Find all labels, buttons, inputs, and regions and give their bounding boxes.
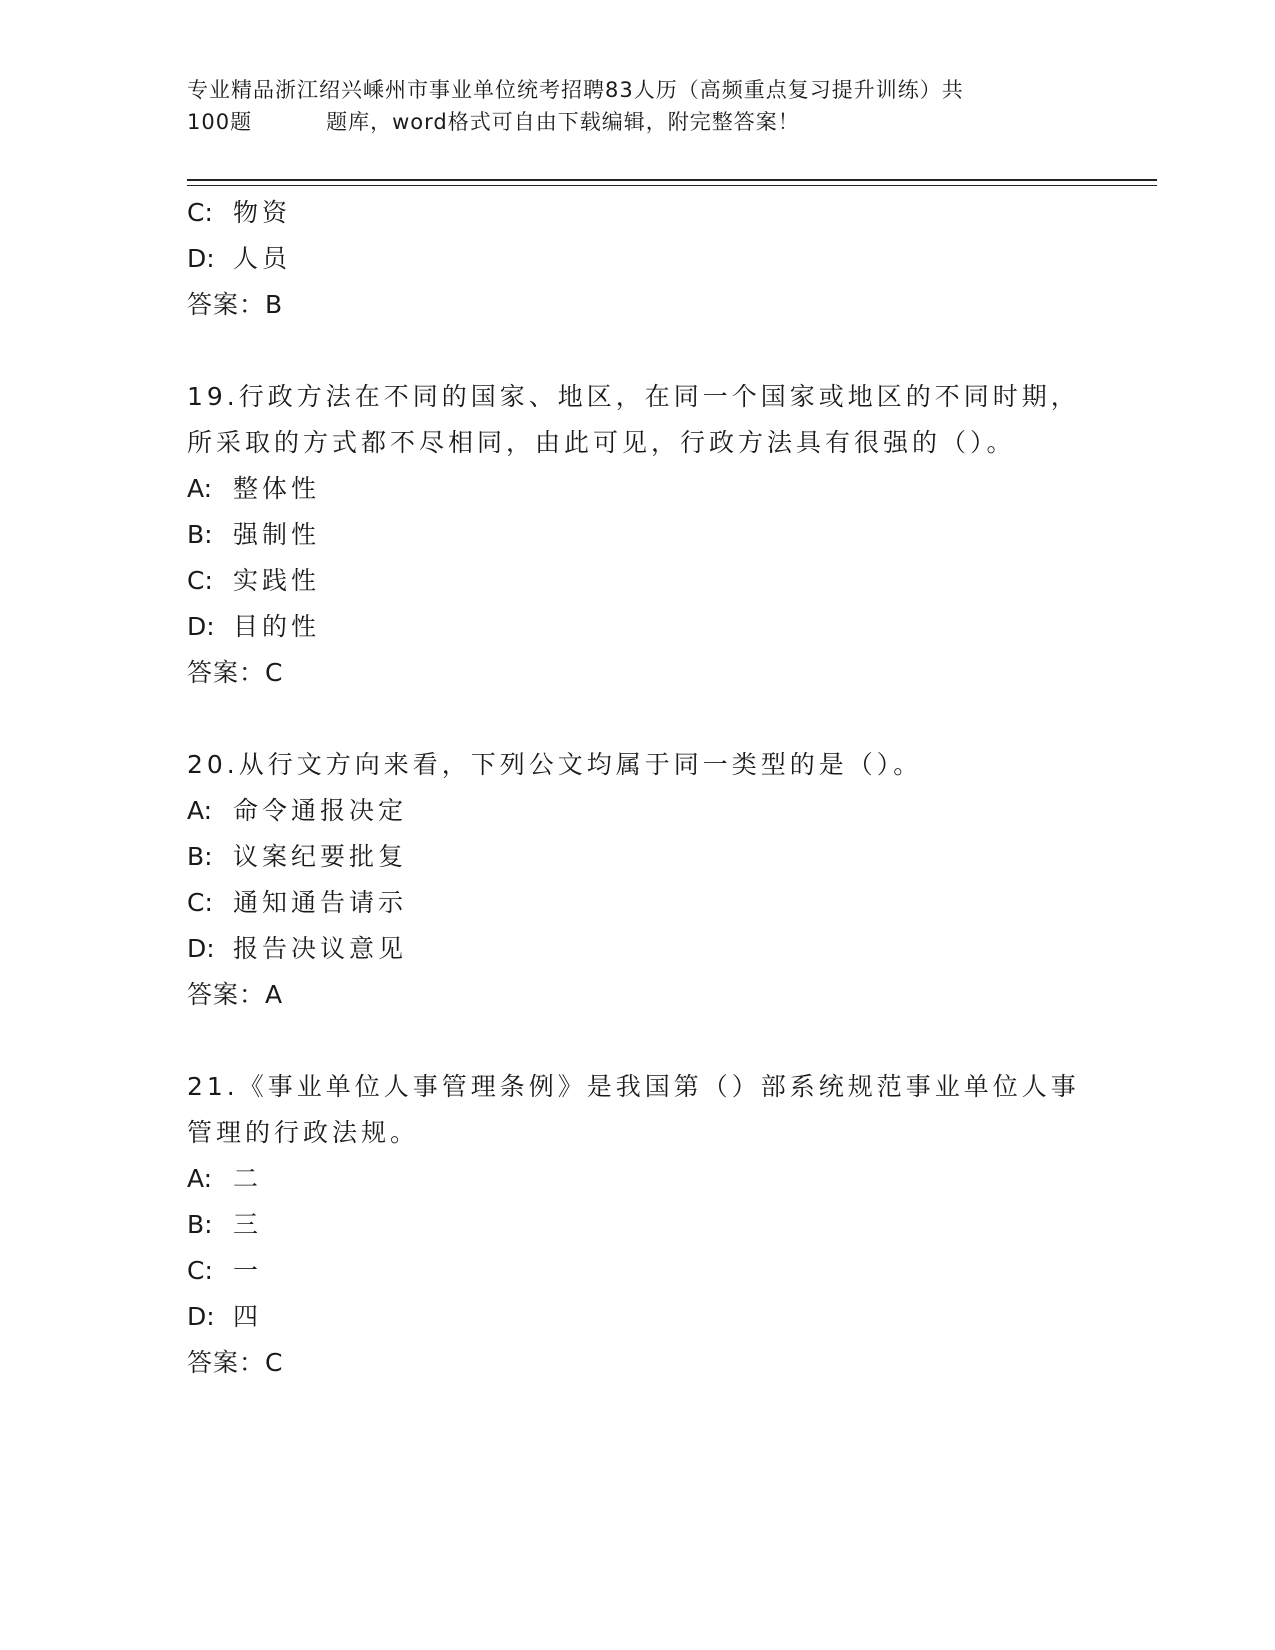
option-key: C: bbox=[187, 888, 213, 917]
option-line bbox=[187, 1248, 1087, 1294]
option-key: B: bbox=[187, 842, 213, 871]
option-line bbox=[187, 788, 1087, 834]
document-header bbox=[187, 74, 1087, 138]
header-question-count: 100题 bbox=[187, 110, 253, 134]
option-key: B: bbox=[187, 520, 213, 549]
option-key: A: bbox=[187, 796, 213, 825]
option-text: 四 bbox=[233, 1302, 263, 1331]
option-line bbox=[187, 558, 1087, 604]
question-partial bbox=[187, 190, 1087, 328]
option-text: 三 bbox=[233, 1210, 263, 1239]
option-text: 人员 bbox=[233, 244, 292, 273]
question-21 bbox=[187, 1064, 1087, 1386]
option-text: 报告决议意见 bbox=[233, 934, 408, 963]
header-divider-thin bbox=[187, 185, 1157, 186]
option-text: 实践性 bbox=[233, 566, 321, 595]
option-key: A: bbox=[187, 1164, 213, 1193]
answer-line: 答案：A bbox=[187, 980, 284, 1009]
question-stem-line: 管理的行政法规。 bbox=[187, 1118, 420, 1147]
option-key: C: bbox=[187, 566, 213, 595]
answer-line: 答案：C bbox=[187, 658, 284, 687]
option-line bbox=[187, 236, 1087, 282]
option-text: 整体性 bbox=[233, 474, 321, 503]
option-line bbox=[187, 1156, 1087, 1202]
header-title-line-1: 专业精品浙江绍兴嵊州市事业单位统考招聘83人历（高频重点复习提升训练）共 bbox=[187, 78, 964, 102]
option-line bbox=[187, 1202, 1087, 1248]
question-list bbox=[187, 190, 1087, 1432]
option-text: 一 bbox=[233, 1256, 263, 1285]
option-line bbox=[187, 926, 1087, 972]
option-key: D: bbox=[187, 1302, 215, 1331]
option-key: D: bbox=[187, 612, 215, 641]
option-text: 议案纪要批复 bbox=[233, 842, 408, 871]
option-key: A: bbox=[187, 474, 213, 503]
option-line bbox=[187, 604, 1087, 650]
option-text: 强制性 bbox=[233, 520, 321, 549]
header-divider-thick bbox=[187, 179, 1157, 181]
option-key: B: bbox=[187, 1210, 213, 1239]
answer-line: 答案：C bbox=[187, 1348, 284, 1377]
option-line bbox=[187, 190, 1087, 236]
question-20 bbox=[187, 742, 1087, 1018]
question-19 bbox=[187, 374, 1087, 696]
option-key: C: bbox=[187, 1256, 213, 1285]
option-text: 命令通报决定 bbox=[233, 796, 408, 825]
question-stem-line: 19.行政方法在不同的国家、地区，在同一个国家或地区的不同时期， bbox=[187, 382, 1080, 411]
option-line bbox=[187, 466, 1087, 512]
option-line bbox=[187, 834, 1087, 880]
option-text: 通知通告请示 bbox=[233, 888, 408, 917]
question-stem-line: 20.从行文方向来看，下列公文均属于同一类型的是（）。 bbox=[187, 750, 923, 779]
option-text: 目的性 bbox=[233, 612, 321, 641]
option-text: 物资 bbox=[233, 198, 292, 227]
option-line bbox=[187, 512, 1087, 558]
header-title-line-2 bbox=[187, 106, 1087, 138]
question-stem-line: 所采取的方式都不尽相同，由此可见，行政方法具有很强的（）。 bbox=[187, 428, 1016, 457]
option-text: 二 bbox=[233, 1164, 263, 1193]
option-key: C: bbox=[187, 198, 213, 227]
option-key: D: bbox=[187, 244, 215, 273]
option-key: D: bbox=[187, 934, 215, 963]
header-description: 题库，word格式可自由下载编辑，附完整答案！ bbox=[326, 110, 800, 134]
question-stem-line: 21.《事业单位人事管理条例》是我国第（）部系统规范事业单位人事 bbox=[187, 1072, 1080, 1101]
option-line bbox=[187, 1294, 1087, 1340]
option-line bbox=[187, 880, 1087, 926]
answer-line: 答案：B bbox=[187, 290, 284, 319]
